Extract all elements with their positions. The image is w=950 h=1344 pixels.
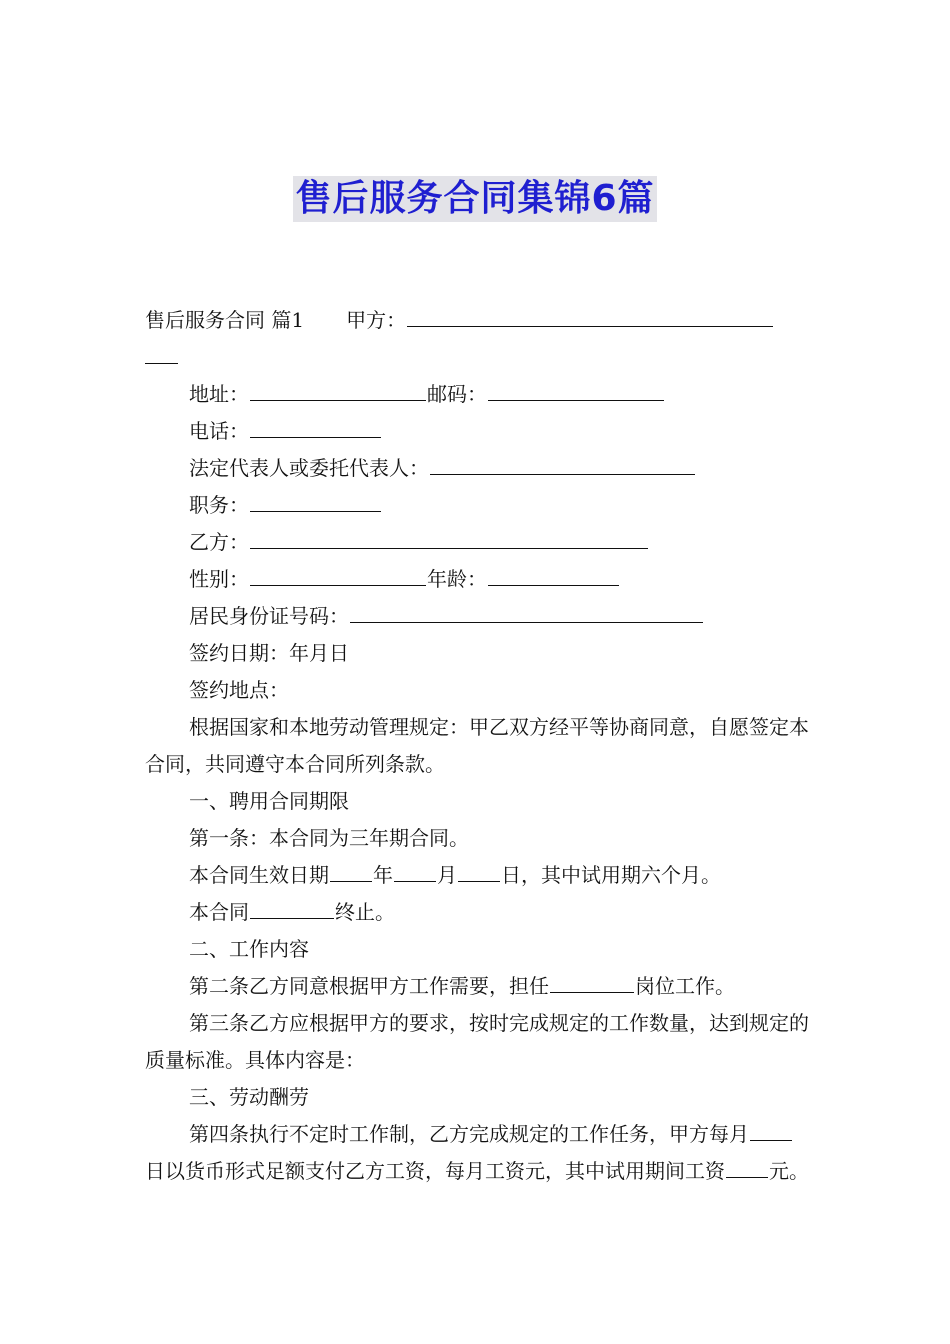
article-3: 第三条乙方应根据甲方的要求，按时完成规定的工作数量，达到规定的质量标准。具体内容是：	[145, 1011, 809, 1072]
trial-wage-blank	[726, 1176, 768, 1178]
gender-label: 性别：	[189, 567, 249, 591]
age-label: 年龄：	[427, 567, 487, 591]
effective-year-blank	[330, 880, 372, 882]
position-blank	[250, 510, 381, 512]
heading-line	[145, 302, 810, 339]
party-b-label: 乙方：	[189, 530, 249, 554]
pay-day-blank	[750, 1139, 792, 1141]
legal-rep-line	[145, 450, 810, 487]
article-2	[145, 968, 810, 1005]
postcode-blank	[488, 399, 664, 401]
article-2-tail: 岗位工作。	[635, 974, 735, 998]
phone-label: 电话：	[189, 419, 249, 443]
party-b-line	[145, 524, 810, 561]
sign-place-line: 签约地点：	[189, 678, 289, 702]
id-line	[145, 598, 810, 635]
id-label: 居民身份证号码：	[189, 604, 349, 628]
effective-month-blank	[394, 880, 436, 882]
article-2-text: 第二条乙方同意根据甲方工作需要，担任	[189, 974, 549, 998]
address-line	[145, 376, 810, 413]
party-a-continuation	[145, 339, 810, 376]
month-label: 月	[437, 863, 457, 887]
postcode-label: 邮码：	[427, 382, 487, 406]
article-1: 第一条：本合同为三年期合同。	[189, 826, 469, 850]
legal-rep-blank	[430, 473, 695, 475]
term-blank	[250, 917, 334, 919]
term-end-line	[145, 894, 810, 931]
position-label: 职务：	[189, 493, 249, 517]
phone-line	[145, 413, 810, 450]
post-blank	[550, 991, 634, 993]
contract-heading: 售后服务合同 篇1	[145, 308, 305, 332]
document-body	[145, 302, 810, 1190]
document-title	[0, 176, 950, 222]
section-1-heading: 一、聘用合同期限	[189, 789, 349, 813]
article-4-text-b: 日以货币形式足额支付乙方工资，每月工资元，其中试用期间工资	[145, 1159, 725, 1183]
party-a-blank	[407, 325, 773, 327]
section-3-heading: 三、劳动酬劳	[189, 1085, 309, 1109]
party-b-blank	[250, 547, 648, 549]
preamble-paragraph: 根据国家和本地劳动管理规定：甲乙双方经平等协商同意，自愿签定本合同，共同遵守本合同所列条款。	[145, 715, 809, 776]
position-line	[145, 487, 810, 524]
term-tail: 终止。	[335, 900, 395, 924]
id-blank	[350, 621, 703, 623]
address-label: 地址：	[189, 382, 249, 406]
phone-blank	[250, 436, 381, 438]
gender-blank	[250, 584, 426, 586]
party-a-label: 甲方：	[346, 308, 407, 332]
address-blank	[250, 399, 426, 401]
effective-date-label: 本合同生效日期	[189, 863, 329, 887]
article-4-tail: 元。	[769, 1159, 809, 1183]
legal-rep-label: 法定代表人或委托代表人：	[189, 456, 429, 480]
age-blank	[488, 584, 619, 586]
party-a-blank-cont	[145, 362, 178, 364]
section-2-heading: 二、工作内容	[189, 937, 309, 961]
sign-date-line: 签约日期：年月日	[189, 641, 349, 665]
year-label: 年	[373, 863, 393, 887]
effective-date-tail: 日，其中试用期六个月。	[501, 863, 721, 887]
article-4	[145, 1116, 810, 1190]
title-text: 售后服务合同集锦6篇	[293, 176, 656, 222]
effective-date-line	[145, 857, 810, 894]
term-label: 本合同	[189, 900, 249, 924]
article-4-text-a: 第四条执行不定时工作制，乙方完成规定的工作任务，甲方每月	[189, 1122, 749, 1146]
gender-age-line	[145, 561, 810, 598]
effective-day-blank	[458, 880, 500, 882]
